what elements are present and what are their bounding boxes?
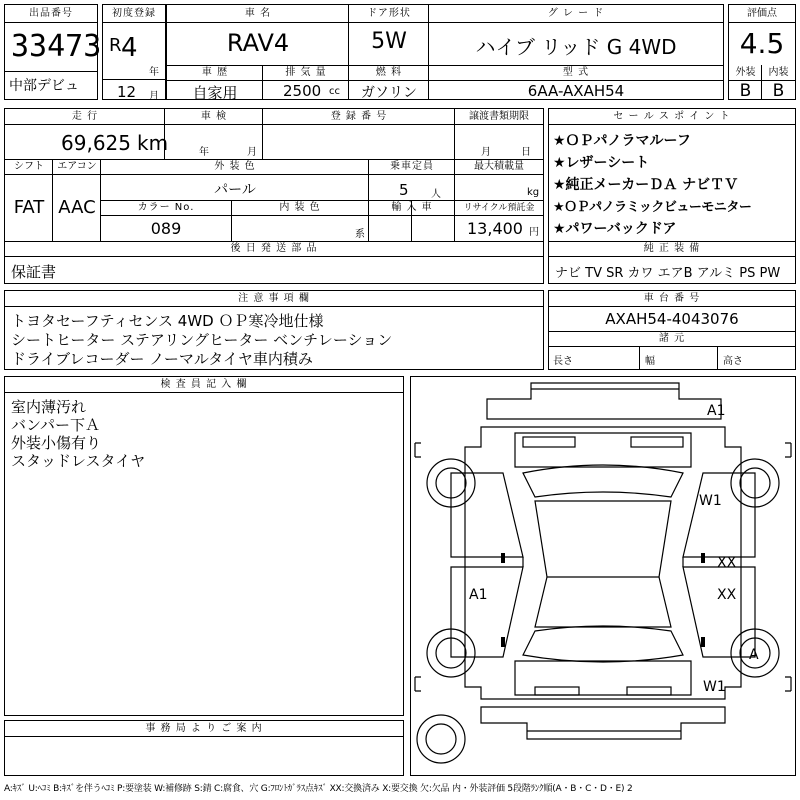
vehicle-details-block <box>4 108 544 284</box>
notes-line-3: ドライブレコーダー ノーマルタイヤ車内積み <box>11 350 313 368</box>
sales-point-2: ★レザーシート <box>553 155 650 171</box>
later-parts-label: 後 日 発 送 部 品 <box>230 243 318 254</box>
seats-label: 乗車定員 <box>390 161 434 172</box>
later-parts: 保証書 <box>11 263 57 281</box>
notes-line-2: シートヒーター ステアリングヒーター ベンチレーション <box>11 331 393 349</box>
color-no: 089 <box>150 219 182 238</box>
length-label: 長さ <box>553 356 573 367</box>
overall-score: 4.5 <box>739 27 785 60</box>
recycle-unit: 円 <box>529 227 539 238</box>
displacement-label: 排 気 量 <box>285 67 327 78</box>
max-load-label: 最大積載量 <box>474 161 524 172</box>
plate-label: 登 録 番 号 <box>330 111 388 122</box>
recycle-label: リサイクル預託金 <box>463 203 535 213</box>
car-name: RAV4 <box>226 29 290 57</box>
sales-point-4: ★ＯＰパノラミックビューモニター <box>553 200 752 215</box>
fuel-label: 燃 料 <box>375 67 403 78</box>
car-info-cell <box>166 4 724 100</box>
mark-a1-left: A1 <box>469 587 488 603</box>
door-label: ドア形状 <box>367 8 411 19</box>
mileage: 69,625 <box>61 131 131 155</box>
shift-type: FAT <box>13 197 45 218</box>
first-reg-label: 初度登録 <box>112 8 156 19</box>
int-score: B <box>772 81 785 101</box>
mark-a1-top: A1 <box>707 403 726 419</box>
sales-point-3: ★純正メーカーＤＡ ナビＴＶ <box>553 177 739 193</box>
mark-xx-right-lower: XX <box>717 587 737 603</box>
shift-label: シフト <box>14 161 44 172</box>
grade-label: グ レ ー ド <box>547 8 605 19</box>
lot-label: 出品番号 <box>29 8 73 19</box>
mark-a-wheel: A <box>749 647 759 663</box>
height-label: 高さ <box>723 356 743 367</box>
fuel: ガソリン <box>361 85 417 101</box>
notes-label: 注 意 事 項 欄 <box>238 293 310 304</box>
ac-type: AAC <box>58 197 96 218</box>
inspection-label: 車 検 <box>200 111 228 122</box>
displacement: 2500 <box>283 82 322 100</box>
model-code: 6AA-AXAH54 <box>527 82 625 100</box>
max-load-unit: kg <box>527 187 540 198</box>
notes-block <box>4 290 544 370</box>
int-color-unit: 系 <box>355 229 365 240</box>
inspector-block <box>4 376 404 716</box>
era-prefix: R <box>109 35 122 56</box>
displacement-unit: cc <box>329 86 340 97</box>
car-diagram-svg <box>411 377 795 775</box>
seats: 5 <box>399 181 409 199</box>
sales-point-5: ★パワーバックドア <box>553 221 677 237</box>
history: 自家用 <box>192 84 238 102</box>
equipment-list: ナビ TV SR カワ エアB アルミ PS PW <box>555 266 781 281</box>
damage-diagram <box>410 376 796 776</box>
equipment-label: 純 正 装 備 <box>643 243 701 254</box>
door-type: 5W <box>371 29 407 54</box>
inspection-month-unit: 月 <box>247 147 257 158</box>
ext-color: パール <box>214 182 256 198</box>
inspector-line-3: 外装小傷有り <box>11 434 102 452</box>
chassis-label: 車 台 番 号 <box>643 293 701 304</box>
score-cell <box>728 4 796 100</box>
mark-w1-bottom: W1 <box>703 679 726 695</box>
mileage-unit: km <box>137 131 169 155</box>
import-label: 輸 入 車 <box>391 202 433 213</box>
transfer-month-unit: 月 <box>481 147 491 158</box>
width-label: 幅 <box>645 356 655 367</box>
ext-color-label: 外 装 色 <box>214 161 256 172</box>
lot-number-cell <box>4 4 102 100</box>
transfer-label: 譲渡書類期限 <box>469 111 529 122</box>
reg-year: 4 <box>121 33 138 63</box>
mileage-label: 走 行 <box>71 111 99 122</box>
office-label: 事 務 局 よ り ご 案 内 <box>145 723 263 734</box>
notes-line-1: トヨタセーフティセンス 4WD ＯＰ寒冷地仕様 <box>11 312 324 330</box>
history-label: 車 歴 <box>201 67 229 78</box>
int-label: 内装 <box>768 67 789 78</box>
chassis-block <box>548 290 796 370</box>
debut-label: 中部デビュ <box>9 78 79 94</box>
inspector-label: 検 査 員 記 入 欄 <box>160 379 248 390</box>
inspector-line-2: バンパー下Ａ <box>11 416 100 434</box>
mark-xx-right-upper: XX <box>717 555 737 571</box>
ext-label: 外装 <box>735 67 756 78</box>
grade: ハイブ リッド G 4WD <box>475 35 677 59</box>
score-label: 評価点 <box>747 8 777 19</box>
car-name-label: 車 名 <box>244 8 272 19</box>
first-registration-cell <box>102 4 166 100</box>
reg-year-unit: 年 <box>149 67 159 78</box>
reg-month: 12 <box>117 83 137 101</box>
dims-label: 諸 元 <box>658 333 686 344</box>
transfer-day-unit: 日 <box>521 147 531 158</box>
sales-point-1: ★ＯＰパノラマルーフ <box>553 133 691 149</box>
reg-month-unit: 月 <box>149 91 159 102</box>
int-color-label: 内 装 色 <box>279 202 321 213</box>
model-code-label: 型 式 <box>562 67 590 78</box>
ac-label: エアコン <box>57 161 97 172</box>
color-no-label: カラー No. <box>137 202 195 213</box>
seats-unit: 人 <box>431 189 441 200</box>
recycle-fee: 13,400 <box>467 219 523 238</box>
office-block <box>4 720 404 776</box>
chassis-number: AXAH54-4043076 <box>605 310 739 328</box>
mark-w1-right: W1 <box>699 493 722 509</box>
ext-score: B <box>739 81 752 101</box>
lot-number: 33473 <box>11 29 102 64</box>
inspector-line-4: スタッドレスタイヤ <box>11 452 146 470</box>
inspection-year-unit: 年 <box>199 147 209 158</box>
inspector-line-1: 室内薄汚れ <box>11 398 87 416</box>
sales-points-block <box>548 108 796 284</box>
legend-text: A:ｷｽﾞ U:ﾍｺﾐ B:ｷｽﾞを伴うﾍｺﾐ P:要塗装 W:補修跡 S:錆 C:腐食、穴 G:ﾌﾛﾝﾄｶﾞﾗｽ点ｷｽﾞ XX:交換済み X:要交換 欠:欠品 内・外装評価 5段階ﾗﾝｸ順(A・B・C・D・E) 2 <box>4 784 633 794</box>
sales-points-label: セ ー ル ス ポ イ ン ト <box>613 111 731 122</box>
